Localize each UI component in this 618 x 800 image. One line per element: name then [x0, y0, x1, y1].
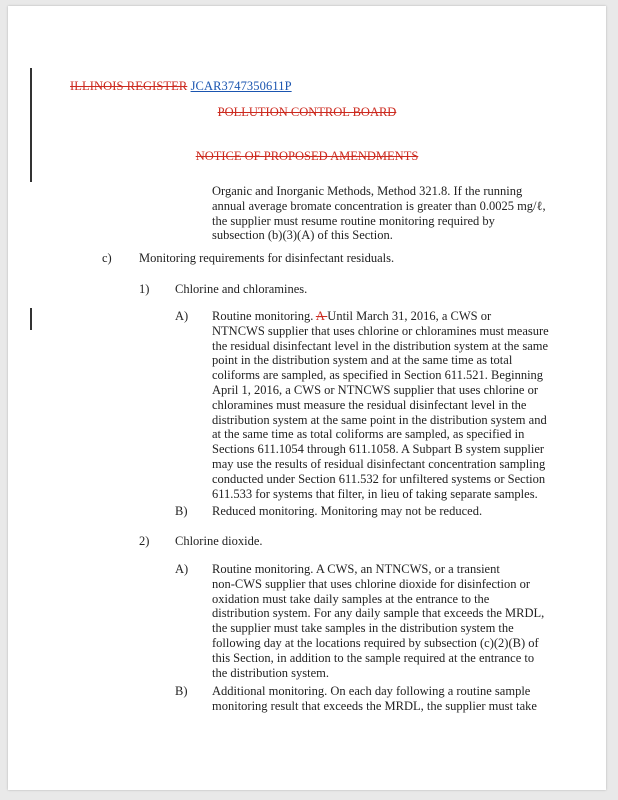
revision-bar [30, 308, 32, 330]
board-struck: POLLUTION CONTROL BOARD [217, 105, 397, 119]
paragraph-line: chloramines must measure the residual disinfectant level in the [212, 397, 527, 412]
text-span: Routine monitoring. [212, 309, 316, 323]
item-1-b-text: Reduced monitoring. Monitoring may not be reduced. [212, 504, 483, 518]
notice-title [8, 149, 606, 164]
paragraph-line: following day at the locations required by subsection (c)(2)(B) of [212, 635, 539, 650]
section-c-label: c) [102, 251, 112, 265]
paragraph-line: may use the results of residual disinfectant concentration sampling [212, 456, 546, 471]
paragraph-line: Routine monitoring. A CWS, an NTNCWS, or a transient [212, 562, 500, 576]
paragraph-line: distribution system at the same point in the distribution system and [212, 412, 547, 427]
section-c-text: Monitoring requirements for disinfectant residuals. [139, 251, 395, 265]
item-2-a-label: A) [175, 562, 189, 576]
register-struck: ILLINOIS REGISTER [70, 79, 188, 93]
paragraph-line: subsection (b)(3)(A) of this Section. [212, 228, 393, 243]
register-header [70, 79, 292, 94]
paragraph-line: the supplier must resume routine monitoring required by [212, 213, 495, 228]
paragraph-line: at the same time as total coliforms are sampled, as specified in [212, 427, 525, 442]
board-title [8, 105, 606, 120]
paragraph-line: conducted under Section 611.532 for unfiltered systems or Section [212, 471, 546, 486]
item-2-b-label: B) [175, 684, 188, 698]
paragraph-line: the residual disinfectant level in the distribution system at the same [212, 338, 549, 353]
item-1-text: Chlorine and chloramines. [175, 282, 308, 296]
item-1-a-label: A) [175, 309, 189, 323]
paragraph-line: NTNCWS supplier that uses chlorine or chloramines must measure [212, 323, 549, 338]
revision-bar [30, 68, 32, 182]
paragraph-line [212, 309, 592, 324]
paragraph-line: point in the distribution system and at the same time as total [212, 353, 513, 368]
item-1-b-label: B) [175, 504, 188, 518]
item-2-b-paragraph [212, 684, 592, 714]
text-span: Until March 31, 2016, a CWS or [327, 309, 492, 323]
paragraph-line: this Section, in addition to the sample required at the entrance to [212, 650, 535, 665]
paragraph-line: oxidation must take daily samples at the entrance to the [212, 591, 490, 606]
item-2-a-paragraph [212, 562, 592, 680]
item-1-a-paragraph [212, 309, 592, 501]
paragraph-line: coliforms are sampled, as specified in Section 611.521. Beginning [212, 368, 544, 383]
register-inserted: JCAR3747350611P [190, 79, 292, 93]
paragraph-line: Sections 611.1054 through 611.1058. A Subpart B system supplier [212, 442, 545, 457]
notice-struck: NOTICE OF PROPOSED AMENDMENTS [195, 149, 419, 163]
document-page [8, 6, 606, 790]
paragraph-line: Organic and Inorganic Methods, Method 321.8. If the running [212, 184, 523, 198]
deleted-text: A [315, 309, 328, 323]
item-1-label: 1) [139, 282, 150, 296]
paragraph-line: the distribution system. [212, 665, 330, 680]
paragraph-line: non-CWS supplier that uses chlorine dioxide for disinfection or [212, 576, 530, 591]
paragraph-line: monitoring result that exceeds the MRDL, the supplier must take [212, 698, 537, 713]
paragraph-line: the supplier must take samples in the distribution system the [212, 621, 514, 636]
continuation-paragraph [212, 184, 592, 243]
paragraph-line: 611.533 for systems that filter, in lieu of taking separate samples. [212, 486, 538, 501]
paragraph-line: distribution system. For any daily sample that exceeds the MRDL, [212, 606, 545, 621]
item-2-text: Chlorine dioxide. [175, 534, 263, 548]
paragraph-line: Additional monitoring. On each day following a routine sample [212, 684, 531, 698]
item-2-label: 2) [139, 534, 150, 548]
paragraph-line: annual average bromate concentration is greater than 0.0025 mg/ℓ, [212, 198, 546, 213]
paragraph-line: April 1, 2016, a CWS or NTNCWS supplier that uses chlorine or [212, 382, 538, 397]
